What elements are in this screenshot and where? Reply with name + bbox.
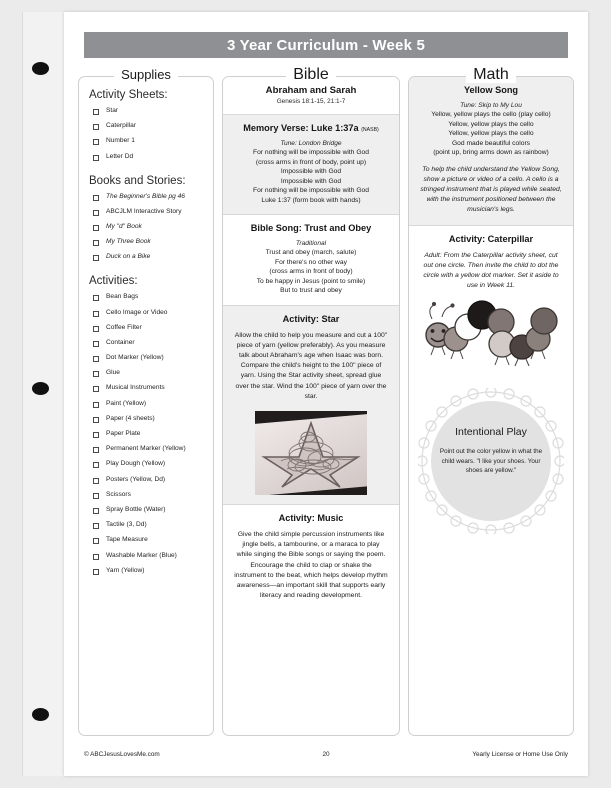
yellow-song-line: God made beautiful colors (451, 139, 531, 147)
supplies-heading (78, 66, 214, 84)
page-footer (84, 751, 568, 758)
checkbox-icon[interactable] (93, 255, 99, 261)
bible-song-line: To be happy in Jesus (point to smile) (256, 277, 366, 285)
supply-label: Scissors (106, 490, 131, 498)
math-heading (408, 66, 574, 84)
memory-verse-version: (NASB) (361, 127, 379, 133)
intentional-play-title: Intentional Play (455, 426, 527, 439)
intentional-play-badge (409, 388, 573, 538)
activity-star-title: Activity: Star (282, 313, 340, 324)
supply-label: Container (106, 338, 135, 346)
supply-item[interactable] (93, 521, 205, 529)
yellow-song-line: (point up, bring arms down as rainbow) (433, 149, 549, 157)
memory-verse-panel (223, 115, 399, 215)
checkbox-icon[interactable] (93, 462, 99, 468)
math-heading-label: Math (466, 66, 516, 83)
supply-label: Washable Marker (Blue) (106, 551, 177, 559)
supply-label: Star (106, 107, 119, 114)
supply-item[interactable] (93, 309, 205, 317)
supply-item[interactable] (93, 153, 205, 161)
footer-copyright: © ABCJesusLovesMe.com (84, 751, 160, 758)
checkbox-icon[interactable] (93, 493, 99, 499)
checkbox-icon[interactable] (93, 240, 99, 246)
supply-item[interactable] (93, 107, 205, 115)
supply-item[interactable] (93, 460, 205, 468)
memory-verse-line: Impossible with God (280, 177, 342, 185)
activity-music-title: Activity: Music (278, 512, 344, 523)
checkbox-icon[interactable] (93, 124, 99, 130)
bible-song-line: Trust and obey (march, salute) (265, 249, 357, 257)
bible-story-reference: Genesis 18:1-15, 21:1-7 (276, 98, 346, 105)
supply-label: Dot Marker (Yellow) (106, 354, 164, 362)
supply-label: Bean Bags (106, 293, 139, 301)
supply-item[interactable] (93, 253, 205, 261)
yellow-song-line: Yellow, yellow plays the cello (play cello) (431, 111, 551, 118)
binder-hole-middle (32, 382, 49, 395)
supply-label: Caterpillar (106, 122, 137, 130)
binder-hole-bottom (32, 708, 49, 721)
bible-song-tune: Traditional (295, 240, 327, 248)
memory-verse-line: Luke 1:37 (form book with hands) (261, 196, 361, 204)
checkbox-icon[interactable] (93, 447, 99, 453)
column-bible (222, 68, 400, 736)
supply-item[interactable] (93, 384, 205, 392)
checkbox-icon[interactable] (93, 109, 99, 115)
supply-item[interactable] (93, 137, 205, 145)
supply-item[interactable] (93, 369, 205, 377)
checkbox-icon[interactable] (93, 210, 99, 216)
checkbox-icon[interactable] (93, 225, 99, 231)
supply-label: Yarn (Yellow) (106, 566, 145, 574)
checkbox-icon[interactable] (93, 195, 99, 201)
bible-song-line: (cross arms in front of body) (269, 268, 353, 276)
checkbox-icon[interactable] (93, 311, 99, 317)
supply-label: Musical Instruments (106, 384, 165, 392)
supply-label: Paint (Yellow) (106, 399, 147, 407)
supplies-content (79, 77, 213, 590)
supply-label: Duck on a Bike (106, 253, 151, 261)
supply-item[interactable] (93, 238, 205, 246)
bible-song-line: But to trust and obey (280, 287, 342, 295)
activity-caterpillar-panel (409, 226, 573, 385)
bible-song-panel (223, 215, 399, 306)
checkbox-icon[interactable] (93, 402, 99, 408)
intentional-play-text: Point out the color yellow in what the child wears. "I like your shoes. Your shoes are yellow." (439, 448, 543, 475)
supply-label: Play Dough (Yellow) (106, 460, 166, 468)
memory-verse-line: For nothing will be impossible with God (253, 149, 369, 156)
caterpillar-illustration (418, 297, 564, 375)
supply-item[interactable] (93, 506, 205, 514)
supply-label: My "d" Book (106, 222, 142, 230)
supply-item[interactable] (93, 324, 205, 332)
supply-label: ABCJLM Interactive Story (106, 207, 182, 215)
checkbox-icon[interactable] (93, 295, 99, 301)
supply-label: Glue (106, 369, 120, 377)
checkbox-icon[interactable] (93, 508, 99, 514)
checkbox-icon[interactable] (93, 341, 99, 347)
bible-heading-label: Bible (286, 66, 336, 83)
supply-item[interactable] (93, 476, 205, 484)
yellow-song-tune: Tune: Skip to My Lou (460, 102, 522, 109)
supplies-group-heading-books: Books and Stories: (89, 174, 186, 187)
supply-item[interactable] (93, 430, 205, 438)
supply-label: My Three Book (106, 238, 151, 246)
memory-verse-tune: Tune: London Bridge (280, 140, 342, 147)
bible-box (222, 76, 400, 736)
checkbox-icon[interactable] (93, 371, 99, 377)
checkbox-icon[interactable] (93, 523, 99, 529)
binder-hole-top (32, 62, 49, 75)
supply-item[interactable] (93, 536, 205, 544)
curriculum-page (64, 12, 588, 776)
column-container (78, 68, 574, 736)
checkbox-icon[interactable] (93, 417, 99, 423)
activity-caterpillar-text: Adult: From the Caterpillar activity sheet, cut out one circle. Then invite the child to dot the circle with a yellow dot marker. Set it aside to use in Week 11. (423, 251, 559, 290)
supply-label: Cello Image or Video (106, 308, 168, 316)
checkbox-icon[interactable] (93, 569, 99, 575)
supply-label: Coffee Filter (106, 323, 142, 331)
supply-label: Tactile (3, Dd) (106, 521, 147, 529)
bible-story-title: Abraham and Sarah (265, 85, 357, 96)
yellow-song-note: To help the child understand the Yellow Song, show a picture or video of a cello. A cello is a stringed instrument that is played while seated, with the instrument positioned between the musician's legs. (420, 165, 562, 214)
supplies-group-heading-activities: Activities: (89, 275, 138, 288)
bible-heading (222, 66, 400, 84)
supply-item[interactable] (93, 293, 205, 301)
supplies-group-heading-activity-sheets: Activity Sheets: (89, 89, 168, 101)
supply-item[interactable] (93, 193, 205, 201)
activity-star-panel (223, 306, 399, 505)
caterpillar-svg (418, 297, 570, 375)
checkbox-icon[interactable] (93, 478, 99, 484)
supply-item[interactable] (93, 567, 205, 575)
memory-verse-line: For nothing will be impossible with God (253, 187, 369, 195)
page-title: 3 Year Curriculum - Week 5 (84, 32, 568, 58)
memory-verse-line: (cross arms in front of body, point up) (255, 158, 367, 166)
checkbox-icon[interactable] (93, 538, 99, 544)
supplies-heading-label: Supplies (114, 67, 178, 82)
checkbox-icon[interactable] (93, 139, 99, 145)
supply-label: Permanent Marker (Yellow) (106, 445, 186, 453)
star-yarn-illustration (261, 417, 361, 489)
supply-item[interactable] (93, 491, 205, 499)
yellow-song-line: Yellow, yellow plays the cello (448, 130, 534, 138)
intentional-play-content (433, 426, 549, 475)
supply-label: The Beginner's Bible pg 46 (106, 192, 185, 200)
checkbox-icon[interactable] (93, 432, 99, 438)
supply-item[interactable] (93, 400, 205, 408)
checkbox-icon[interactable] (93, 326, 99, 332)
supply-item[interactable] (93, 415, 205, 423)
bible-song-line: For there's no other way (275, 258, 347, 266)
supply-label: Posters (Yellow, Dd) (106, 475, 166, 483)
supply-item[interactable] (93, 122, 205, 130)
supply-item[interactable] (93, 445, 205, 453)
math-box (408, 76, 574, 736)
column-supplies (78, 68, 214, 736)
supplies-box (78, 76, 214, 736)
checkbox-icon[interactable] (93, 386, 99, 392)
memory-verse-title (232, 123, 390, 133)
star-craft-photo (255, 411, 367, 495)
bible-song-title: Bible Song: Trust and Obey (250, 223, 372, 234)
memory-verse-title-text: Memory Verse: Luke 1:37a (243, 123, 359, 133)
supply-label: Spray Bottle (Water) (106, 505, 166, 513)
checkbox-icon[interactable] (93, 155, 99, 161)
supply-label: Letter Dd (106, 152, 134, 160)
supply-item[interactable] (93, 223, 205, 231)
supply-item[interactable] (93, 208, 205, 216)
footer-license: Yearly License or Home Use Only (472, 751, 568, 758)
yellow-song-title: Yellow Song (463, 85, 519, 95)
yellow-song-panel (409, 77, 573, 226)
supply-label: Paper Plate (106, 430, 141, 437)
supply-item[interactable] (93, 354, 205, 362)
supply-label: Paper (4 sheets) (106, 414, 155, 422)
column-math (408, 68, 574, 736)
checkbox-icon[interactable] (93, 554, 99, 560)
footer-page-number: 20 (322, 751, 330, 758)
activity-caterpillar-title: Activity: Caterpillar (448, 233, 534, 244)
activity-star-text: Allow the child to help you measure and cut a 100" piece of yarn (yellow preferably). As you measure talk about Abraham's age when Isaac was born. Compare the child's height to the 100" piece of yarn. Using the Star activity sheet, spread glue over the star. Wind the 100" piece of yarn over the star. (234, 331, 388, 400)
supply-item[interactable] (93, 339, 205, 347)
checkbox-icon[interactable] (93, 356, 99, 362)
activity-music-text: Give the child simple percussion instruments like jingle bells, a tambourine, or a maraca to play while singing the Bible songs or saying the poem. Encourage the child to clap or shake the instrument to the beat, which helps develop rhythm awareness—an important skill that supports early literacy and reading development. (234, 530, 388, 600)
supply-label: Tape Measure (106, 536, 148, 544)
supply-item[interactable] (93, 552, 205, 560)
supply-label: Number 1 (106, 137, 135, 145)
yellow-song-line: Yellow, yellow plays the cello (448, 120, 534, 128)
activity-music-panel (223, 505, 399, 610)
memory-verse-line: Impossible with God (280, 168, 342, 176)
